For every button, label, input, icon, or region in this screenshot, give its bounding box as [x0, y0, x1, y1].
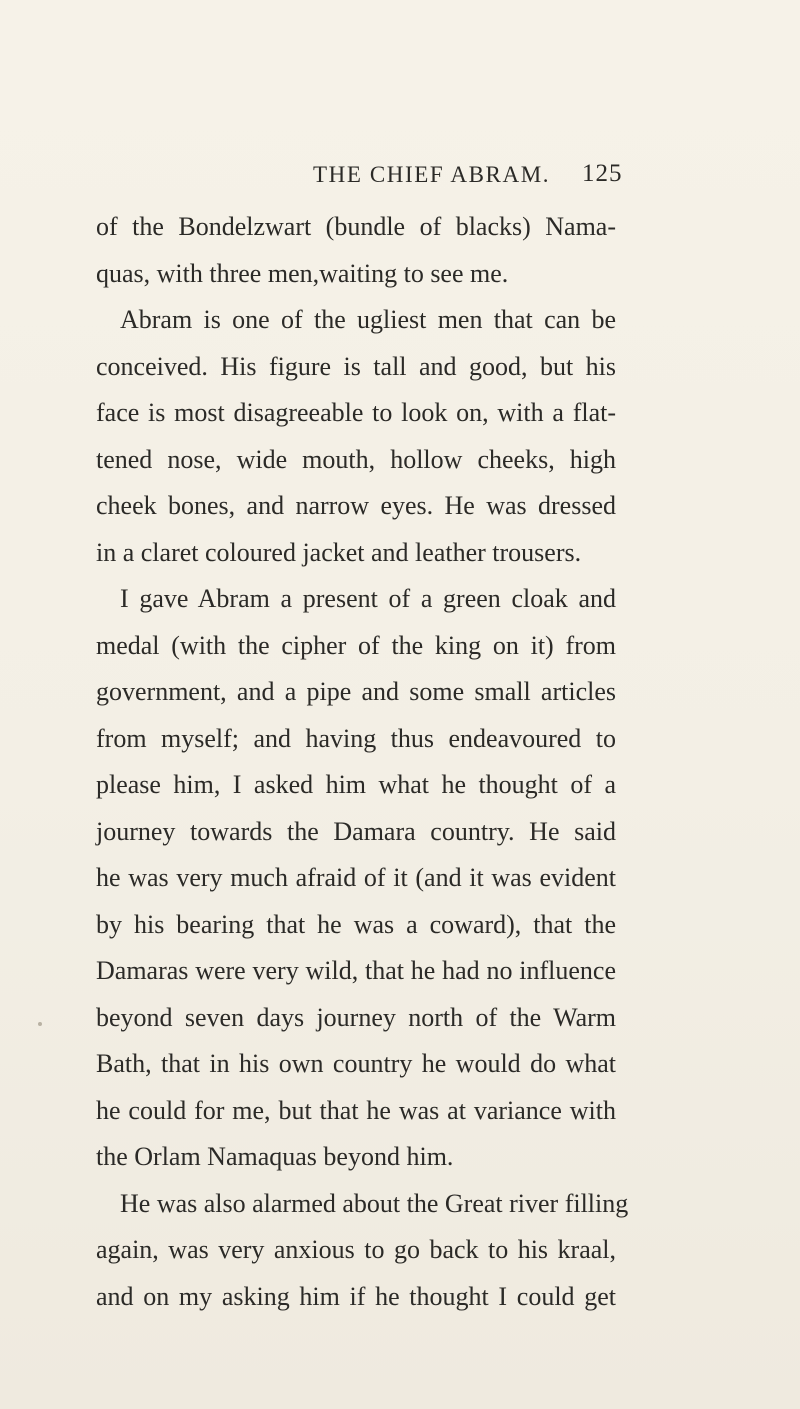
text-line: please him, I asked him what he thought of a: [96, 770, 616, 799]
text-line: quas, with three men,waiting to see me.: [96, 258, 509, 288]
text-line: journey towards the Damara country. He said: [96, 816, 616, 846]
text-line: of the Bondelzwart (bundle of blacks) Nama-: [96, 212, 616, 241]
text-line: Bath, that in his own country he would do what: [96, 1049, 616, 1078]
body-text: [96, 204, 629, 1320]
text-line: beyond seven days journey north of the Warm: [96, 1002, 616, 1032]
text-line: tened nose, wide mouth, hollow cheeks, high: [96, 444, 616, 474]
running-head-title: THE CHIEF ABRAM.: [313, 162, 551, 187]
text-line: he could for me, but that he was at variance with: [96, 1095, 616, 1125]
text-line: I gave Abram a present of a green cloak and: [120, 584, 616, 613]
text-line: conceived. His figure is tall and good, but his: [96, 351, 616, 381]
paper-speck: [38, 1022, 42, 1026]
text-line: He was also alarmed about the Great river filling: [120, 1188, 629, 1218]
text-line: the Orlam Namaquas beyond him.: [96, 1142, 454, 1171]
text-line: from myself; and having thus endeavoured to: [96, 723, 616, 753]
text-line: Damaras were very wild, that he had no influence: [96, 956, 616, 985]
text-line: government, and a pipe and some small articles: [96, 677, 616, 706]
text-line: cheek bones, and narrow eyes. He was dressed: [96, 491, 616, 520]
text-line: he was very much afraid of it (and it was evident: [96, 863, 616, 892]
text-line: medal (with the cipher of the king on it) from: [96, 630, 616, 660]
text-line: and on my asking him if he thought I could get: [96, 1281, 616, 1311]
text-line: Abram is one of the ugliest men that can be: [120, 305, 616, 334]
page-number: 125: [582, 160, 623, 187]
text-line: again, was very anxious to go back to his kraal,: [96, 1235, 616, 1264]
text-line: face is most disagreeable to look on, with a flat-: [96, 398, 616, 427]
text-line: by his bearing that he was a coward), that the: [96, 909, 616, 939]
text-line: in a claret coloured jacket and leather trousers.: [96, 537, 582, 567]
